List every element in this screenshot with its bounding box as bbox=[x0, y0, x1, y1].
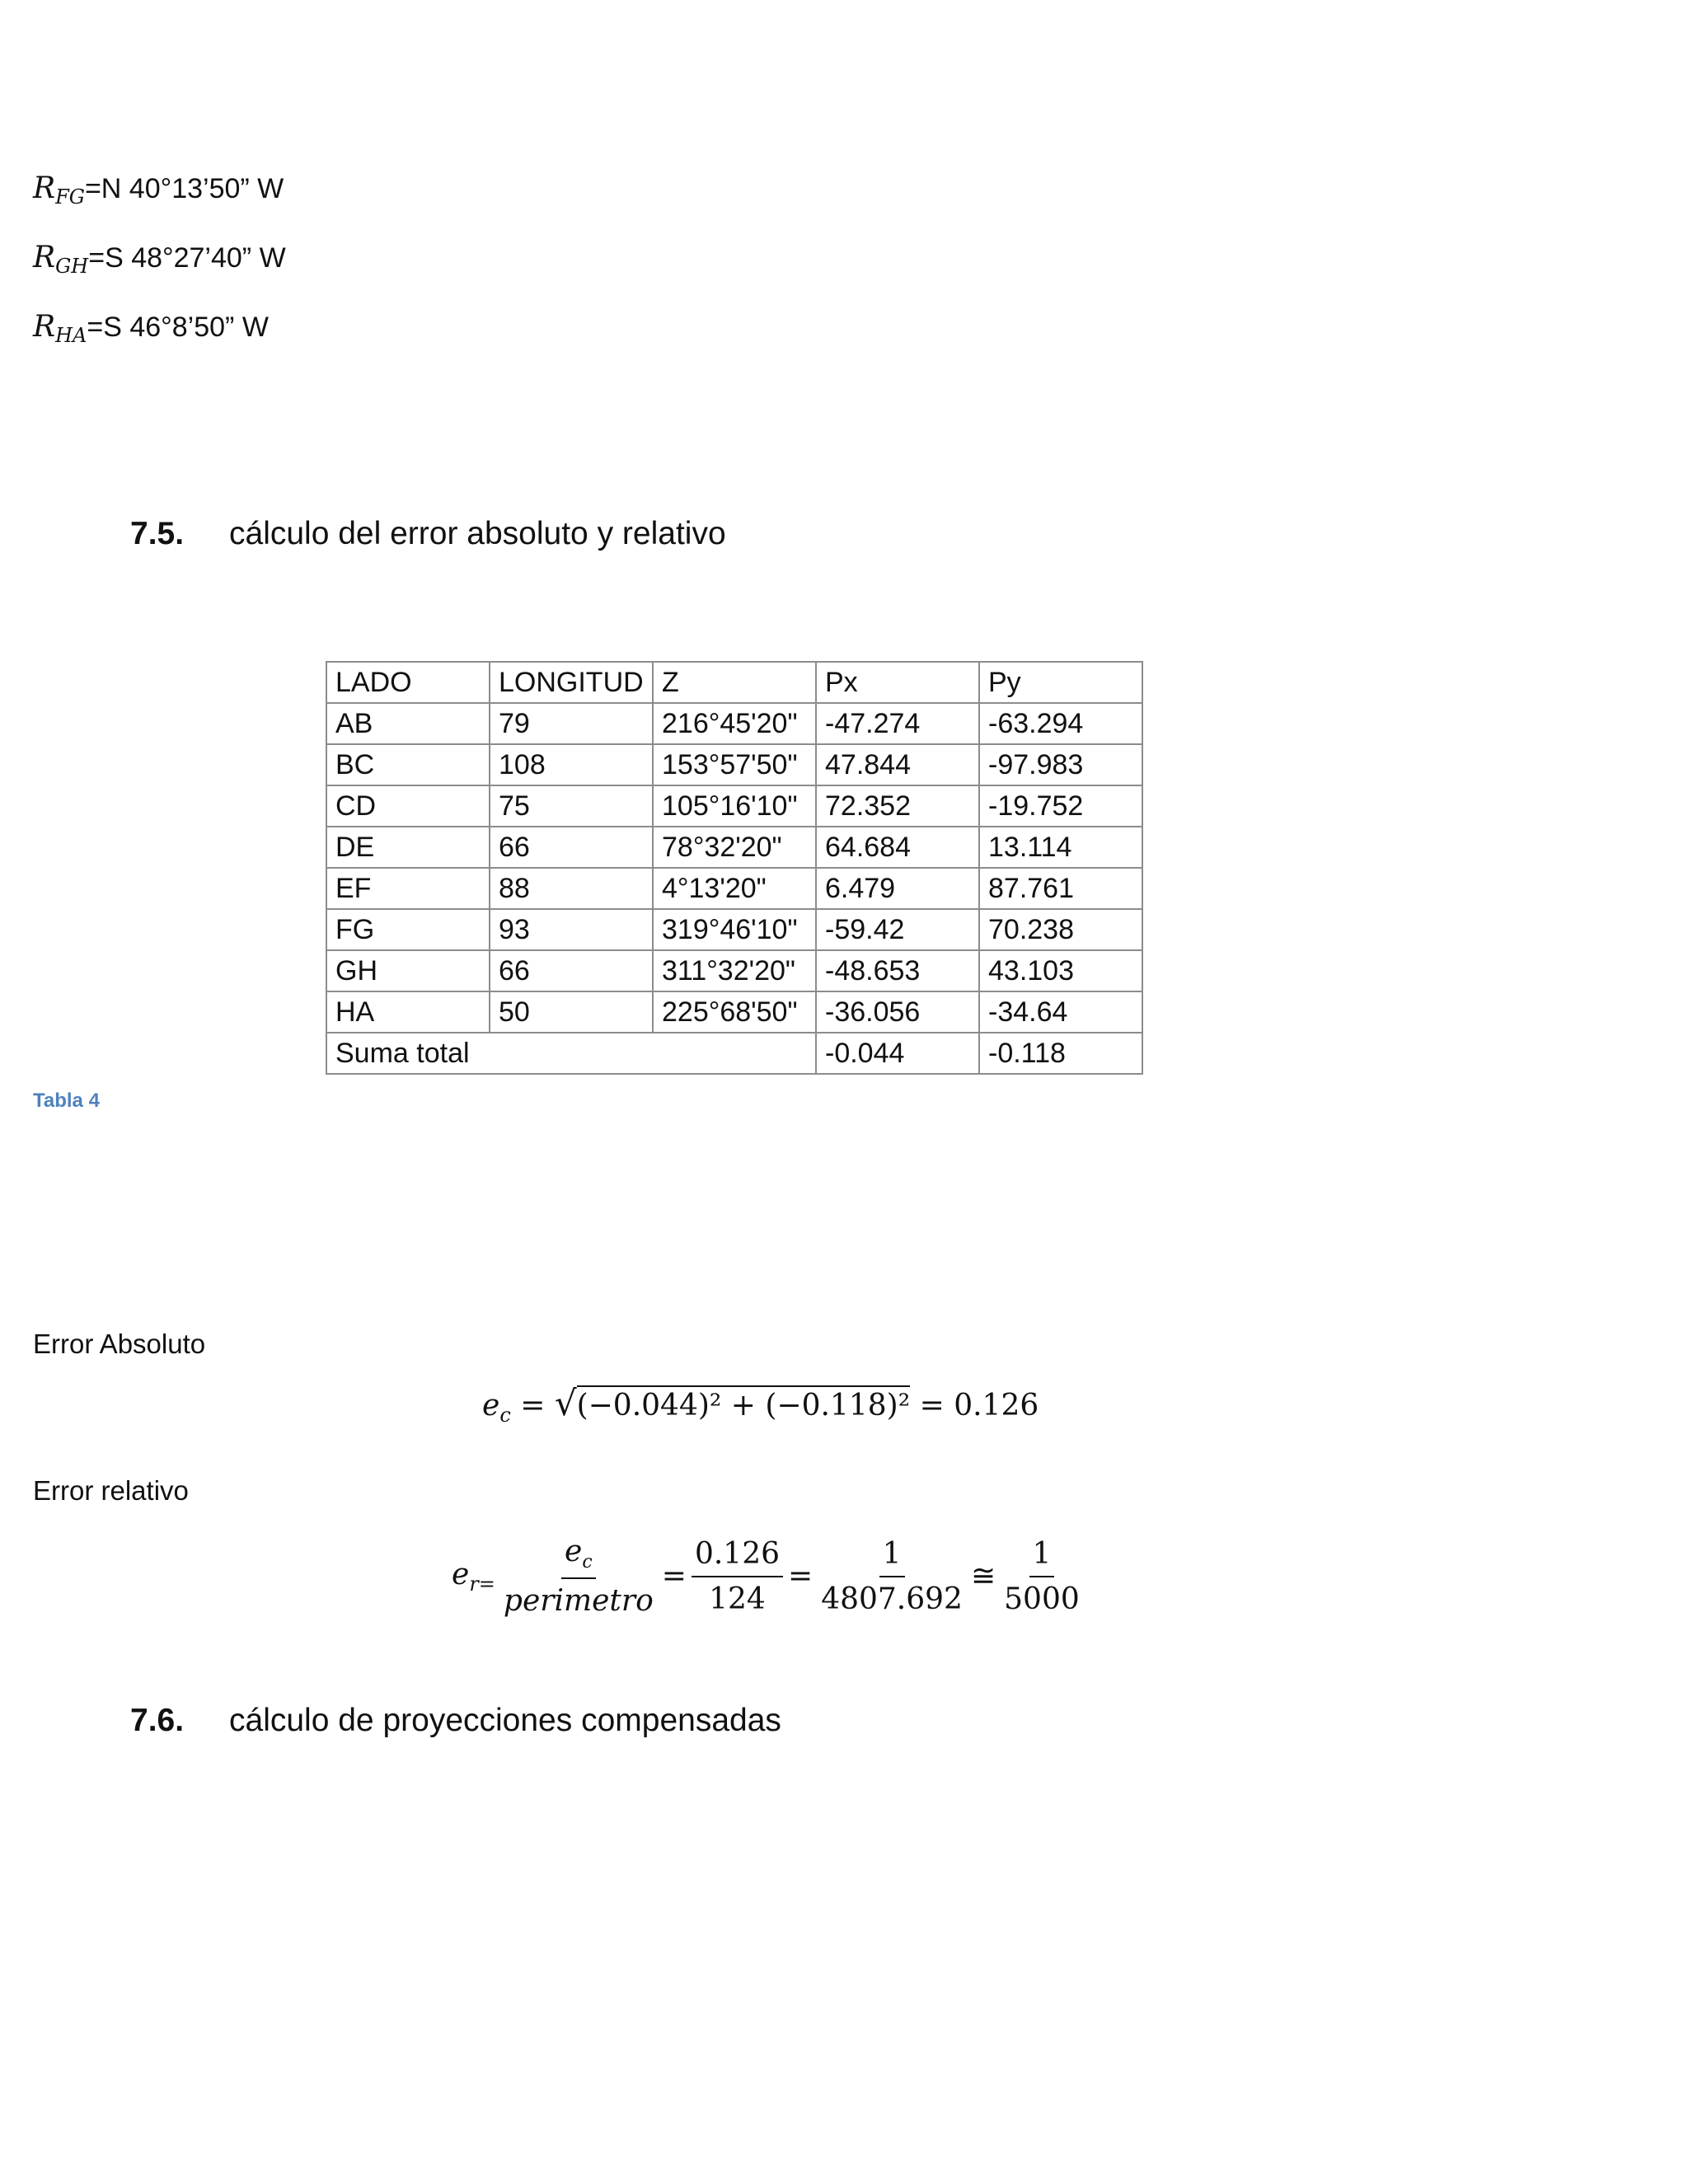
cell-px: 72.352 bbox=[816, 785, 979, 827]
cell-z: 4°13'20" bbox=[653, 868, 816, 909]
cell-lado: AB bbox=[326, 703, 490, 744]
header-cell: Py bbox=[979, 662, 1142, 703]
error-absoluto-label: Error Absoluto bbox=[33, 1329, 206, 1359]
cell-py: -97.983 bbox=[979, 744, 1142, 785]
cell-lado: CD bbox=[326, 785, 490, 827]
formula-subscript: r= bbox=[469, 1572, 495, 1596]
cell-longitud: 50 bbox=[490, 991, 653, 1033]
cell-lado: GH bbox=[326, 950, 490, 991]
section-title: cálculo del error absoluto y relativo bbox=[229, 516, 726, 551]
table-row bbox=[326, 785, 1142, 827]
header-cell: LONGITUD bbox=[490, 662, 653, 703]
projections-table bbox=[326, 661, 1143, 1075]
section-title: cálculo de proyecciones compensadas bbox=[229, 1703, 781, 1738]
formula-subscript: c bbox=[499, 1404, 511, 1427]
cell-longitud: 66 bbox=[490, 950, 653, 991]
cell-z: 225°68'50" bbox=[653, 991, 816, 1033]
bearing-subscript: GH bbox=[55, 255, 89, 278]
cell-px: -36.056 bbox=[816, 991, 979, 1033]
section-number: 7.5. bbox=[130, 516, 185, 551]
cell-py: 43.103 bbox=[979, 950, 1142, 991]
sqrt-sign-icon: √ bbox=[554, 1383, 577, 1423]
bearing-value: =N 40°13’50” W bbox=[84, 173, 284, 204]
table-total-row bbox=[326, 1033, 1142, 1074]
section-number: 7.6. bbox=[130, 1703, 185, 1738]
bearing-subscript: HA bbox=[55, 324, 87, 347]
header-cell: Px bbox=[816, 662, 979, 703]
header-cell: Z bbox=[653, 662, 816, 703]
table-row bbox=[326, 827, 1142, 868]
cell-lado: EF bbox=[326, 868, 490, 909]
fraction-numerator: 0.126 bbox=[692, 1537, 783, 1577]
formula-result: = 0.126 bbox=[919, 1389, 1039, 1422]
table-row bbox=[326, 703, 1142, 744]
bearing-subscript: FG bbox=[55, 185, 85, 209]
cell-longitud: 66 bbox=[490, 827, 653, 868]
cell-lado: BC bbox=[326, 744, 490, 785]
cell-py: -19.752 bbox=[979, 785, 1142, 827]
cell-z: 78°32'20" bbox=[653, 827, 816, 868]
cell-py: -63.294 bbox=[979, 703, 1142, 744]
total-px: -0.044 bbox=[816, 1033, 979, 1074]
error-absoluto-formula: $e_c = √(-0.044)^2 + (-0.118)^2 = 0.126$ bbox=[482, 1383, 1039, 1427]
bearing-symbol: R bbox=[33, 241, 56, 274]
bearing-value: =S 48°27’40” W bbox=[88, 242, 286, 274]
cell-px: 47.844 bbox=[816, 744, 979, 785]
bearing-fg bbox=[33, 171, 284, 209]
bearing-symbol: R bbox=[33, 171, 56, 205]
bearing-gh bbox=[33, 241, 286, 278]
cell-py: 70.238 bbox=[979, 909, 1142, 950]
cell-px: -59.42 bbox=[816, 909, 979, 950]
fraction-denominator: 124 bbox=[709, 1582, 766, 1616]
table-row bbox=[326, 991, 1142, 1033]
cell-px: -47.274 bbox=[816, 703, 979, 744]
cell-longitud: 88 bbox=[490, 868, 653, 909]
section-heading-7-5 bbox=[130, 516, 726, 552]
cell-py: 13.114 bbox=[979, 827, 1142, 868]
approx-sign: ≅ bbox=[970, 1559, 996, 1594]
total-label: Suma total bbox=[326, 1033, 816, 1074]
table-row bbox=[326, 909, 1142, 950]
table-header-row bbox=[326, 662, 1142, 703]
fraction-numerator: 1 bbox=[1029, 1537, 1055, 1577]
equals-sign: = bbox=[661, 1559, 687, 1594]
cell-py: -34.64 bbox=[979, 991, 1142, 1033]
bearing-ha bbox=[33, 310, 269, 347]
fraction-numerator: e bbox=[565, 1535, 583, 1568]
cell-z: 153°57'50" bbox=[653, 744, 816, 785]
cell-longitud: 93 bbox=[490, 909, 653, 950]
fraction-values bbox=[692, 1537, 783, 1616]
cell-lado: HA bbox=[326, 991, 490, 1033]
cell-longitud: 79 bbox=[490, 703, 653, 744]
total-py: -0.118 bbox=[979, 1033, 1142, 1074]
cell-z: 319°46'10" bbox=[653, 909, 816, 950]
fraction-denominator: 5000 bbox=[1004, 1582, 1080, 1616]
formula-radicand: (−0.044)² + (−0.118)² bbox=[577, 1385, 911, 1422]
error-relativo-label: Error relativo bbox=[33, 1475, 189, 1506]
cell-px: -48.653 bbox=[816, 950, 979, 991]
cell-px: 6.479 bbox=[816, 868, 979, 909]
header-cell: LADO bbox=[326, 662, 490, 703]
fraction-denominator: perimetro bbox=[503, 1584, 654, 1619]
bearing-symbol: R bbox=[33, 310, 56, 344]
table-row bbox=[326, 868, 1142, 909]
cell-longitud: 108 bbox=[490, 744, 653, 785]
table-caption: Tabla 4 bbox=[33, 1090, 100, 1112]
cell-lado: FG bbox=[326, 909, 490, 950]
error-relativo-formula bbox=[452, 1535, 1088, 1618]
cell-py: 87.761 bbox=[979, 868, 1142, 909]
formula-symbol: e bbox=[482, 1389, 500, 1422]
cell-px: 64.684 bbox=[816, 827, 979, 868]
formula-symbol: e bbox=[452, 1557, 470, 1591]
table-row bbox=[326, 744, 1142, 785]
fraction-ec-perimetro bbox=[500, 1535, 657, 1618]
fraction-numerator-sub: c bbox=[582, 1552, 593, 1573]
cell-longitud: 75 bbox=[490, 785, 653, 827]
cell-z: 311°32'20" bbox=[653, 950, 816, 991]
table-row bbox=[326, 950, 1142, 991]
fraction-denominator: 4807.692 bbox=[821, 1582, 963, 1616]
equals-sign: = bbox=[788, 1559, 814, 1594]
bearing-value: =S 46°8’50” W bbox=[87, 312, 269, 343]
cell-lado: DE bbox=[326, 827, 490, 868]
cell-z: 105°16'10" bbox=[653, 785, 816, 827]
fraction-rounded bbox=[1001, 1537, 1083, 1616]
cell-z: 216°45'20" bbox=[653, 703, 816, 744]
section-heading-7-6 bbox=[130, 1703, 781, 1739]
fraction-reduced bbox=[818, 1537, 966, 1616]
fraction-numerator: 1 bbox=[879, 1537, 905, 1577]
